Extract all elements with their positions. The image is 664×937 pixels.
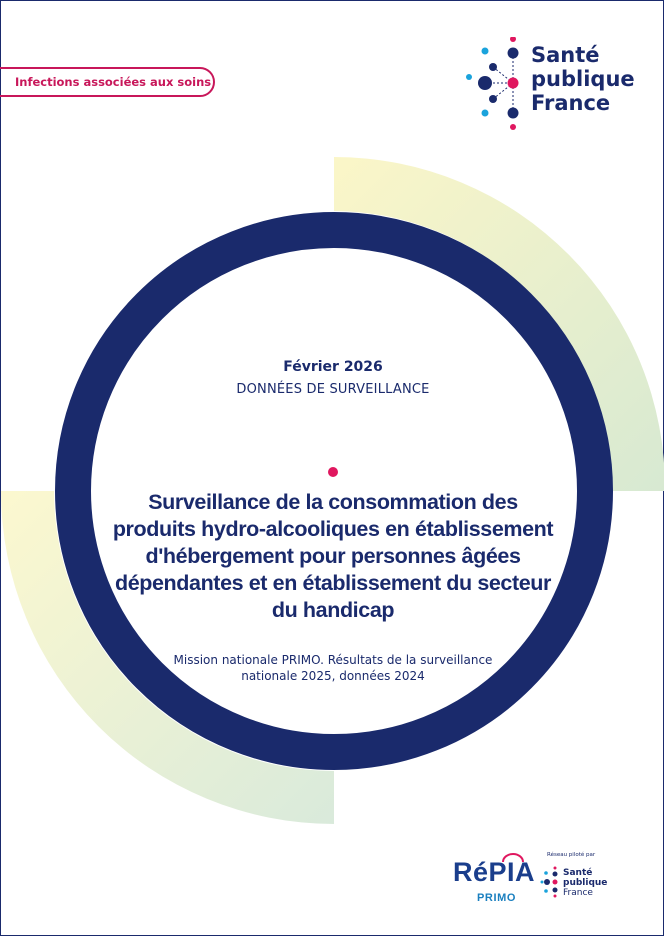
publication-date: Février 2026 (283, 359, 383, 375)
repia-logo-sub: PRIMO (477, 892, 517, 904)
accent-dot (328, 467, 338, 477)
spf-small-molecule-icon (539, 865, 561, 899)
decorative-arc-top-right (334, 157, 664, 491)
spf-molecule-icon (463, 37, 527, 133)
piloted-by-label: Réseau piloté par (547, 852, 596, 858)
spf-small-wordmark (563, 868, 607, 898)
spf-logo-wordmark (531, 43, 635, 115)
repia-logo-name: RéPIA (453, 857, 536, 887)
spf-logo-line: France (531, 91, 611, 115)
spf-small-line: Santé (563, 868, 593, 878)
document-title: Surveillance de la consommation des produits hydro-alcooliques en établissement d'hébergement pour personnes âgées dépendantes et en établissement du secteur du handicap (112, 490, 554, 622)
spf-logo-line: publique (531, 67, 635, 91)
document-subtitle: Mission nationale PRIMO. Résultats de la surveillance nationale 2025, données 2024 (173, 653, 493, 683)
spf-logo-line: Santé (531, 43, 600, 67)
document-type: DONNÉES DE SURVEILLANCE (236, 382, 430, 397)
spf-small-line: France (563, 888, 593, 898)
spf-small-line: publique (563, 878, 608, 888)
category-tag-label: Infections associées aux soins (15, 75, 212, 89)
category-tag (0, 67, 215, 97)
repia-arc-icon (501, 853, 525, 863)
